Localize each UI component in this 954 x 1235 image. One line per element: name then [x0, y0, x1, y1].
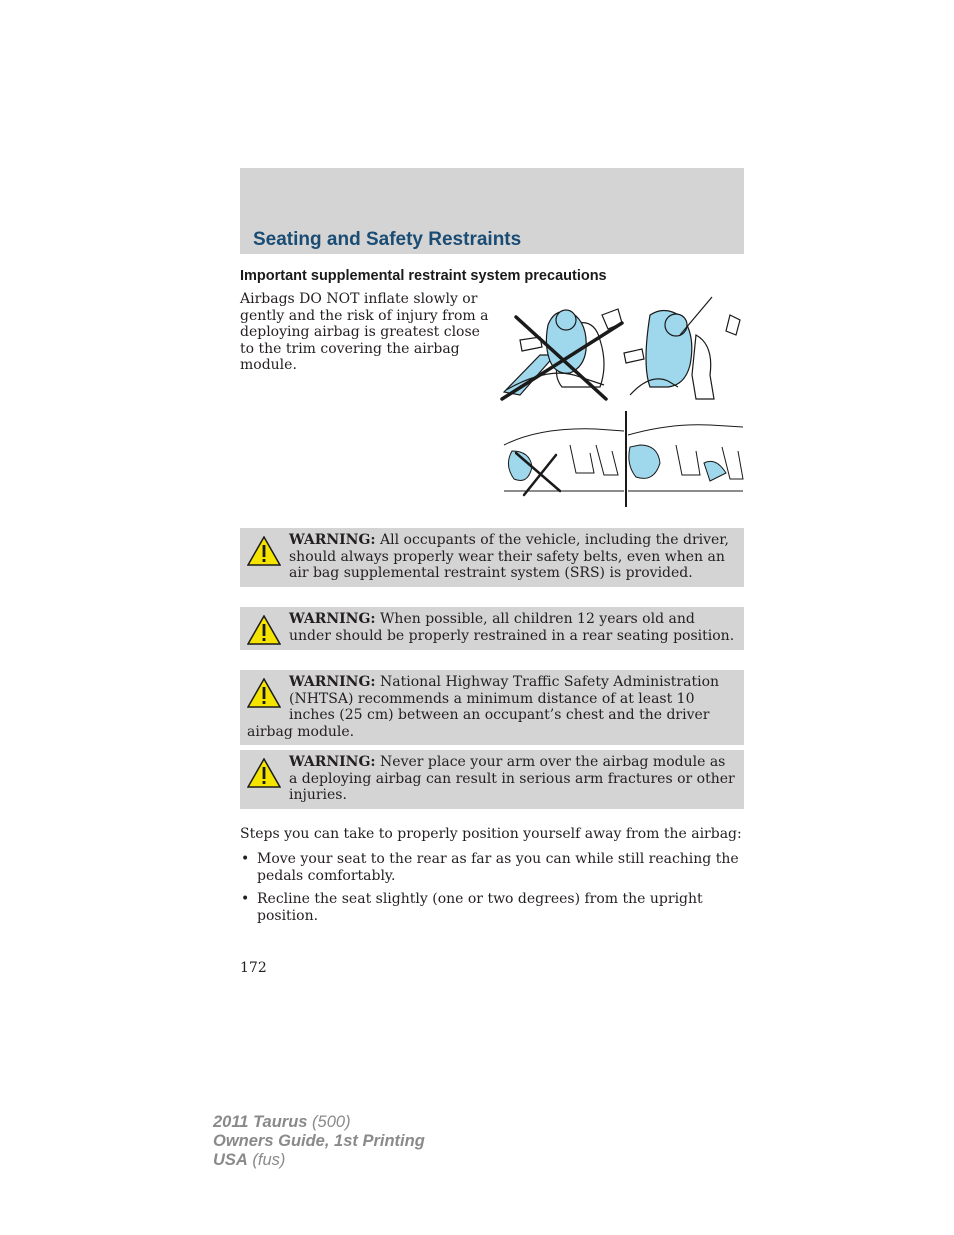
warning-text: National Highway Traffic Safety Administration (NHTSA) recommends a minimum distance of at least 10 inches (25 cm) between an occupant’s chest and the driver airbag module. [247, 674, 720, 740]
footer-region-code: (fus) [247, 1151, 286, 1169]
footer [213, 1113, 425, 1170]
page-number: 172 [240, 960, 267, 976]
warning-triangle-icon [247, 678, 281, 708]
warning-box-4 [240, 750, 744, 809]
warning-label: WARNING: [289, 754, 376, 770]
intro-paragraph: Airbags DO NOT inflate slowly or gently and the risk of injury from a deploying airbag is greatest close to the trim covering the airbag module. [240, 291, 489, 373]
warning-label: WARNING: [289, 532, 376, 548]
list-item [240, 891, 744, 924]
warning-text: Never place your arm over the airbag module as a deploying airbag can result in serious arm fractures or other injuries. [289, 754, 735, 803]
sub-heading: Important supplemental restraint system precautions [240, 268, 607, 284]
warning-text: When possible, all children 12 years old and under should be properly restrained in a rear seating position. [289, 611, 735, 644]
steps-list [240, 851, 744, 931]
warning-box-3 [240, 670, 744, 745]
warning-triangle-icon [247, 615, 281, 645]
bullet-icon: • [241, 851, 250, 867]
footer-region: USA [213, 1151, 248, 1169]
warning-box-2 [240, 607, 744, 650]
footer-model-code: (500) [307, 1113, 351, 1131]
list-item-text: Recline the seat slightly (one or two degrees) from the upright position. [257, 891, 703, 924]
footer-model: 2011 Taurus [213, 1113, 308, 1131]
warning-label: WARNING: [289, 674, 376, 690]
car-side-view-figure [504, 429, 624, 491]
list-item-text: Move your seat to the rear as far as you can while still reaching the pedals comfortably. [257, 851, 739, 884]
airbag-positioning-illustration [500, 295, 745, 507]
warning-triangle-icon [247, 758, 281, 788]
correct-seated-occupant-figure [624, 297, 740, 399]
warning-text: All occupants of the vehicle, including the driver, should always properly wear their safety belts, even when an air bag supplemental restraint system (SRS) is provided. [289, 532, 729, 581]
steps-intro: Steps you can take to properly position yourself away from the airbag: [240, 826, 742, 842]
warning-triangle-icon [247, 536, 281, 566]
section-title: Seating and Safety Restraints [253, 229, 522, 250]
warning-box-1 [240, 528, 744, 587]
list-item [240, 851, 744, 884]
bullet-icon: • [241, 891, 250, 907]
footer-guide: Owners Guide, 1st Printing [213, 1132, 425, 1150]
car-side-view-figure [628, 425, 743, 491]
warning-label: WARNING: [289, 611, 376, 627]
